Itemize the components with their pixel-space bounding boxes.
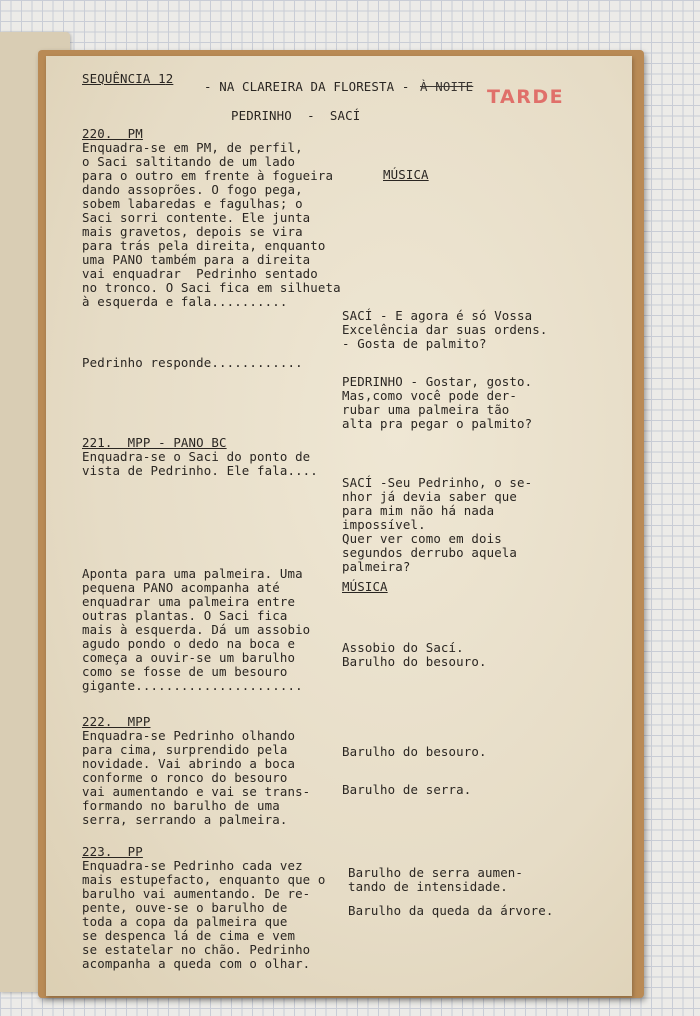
shot-221-sound-beetle: Barulho do besouro.	[342, 654, 487, 669]
dialogue-line: impossível.	[342, 517, 426, 532]
action-line: mais gravetos, depois se vira	[82, 224, 303, 239]
shot-220-sound-label: MÚSICA	[383, 167, 429, 182]
dialogue-line: PEDRINHO - Gostar, gosto.	[342, 374, 533, 389]
action-line: conforme o ronco do besouro	[82, 770, 288, 785]
action-line: agudo pondo o dedo na boca e	[82, 636, 296, 651]
action-line: se despenca lá de cima e vem	[82, 928, 296, 943]
dialogue-line: para mim não há nada	[342, 503, 495, 518]
action-line: vai aumentando e vai se trans-	[82, 784, 311, 799]
action-line: enquadrar uma palmeira entre	[82, 594, 296, 609]
dialogue-line: SACÍ - E agora é só Vossa	[342, 308, 533, 323]
dialogue-line: Mas,como você pode der-	[342, 388, 518, 403]
shot-220-heading: 220. PM	[82, 126, 143, 141]
action-line: Enquadra-se o Saci do ponto de	[82, 449, 311, 464]
dialogue-line: - Gosta de palmito?	[342, 336, 487, 351]
action-line: Saci sorri contente. Ele junta	[82, 210, 311, 225]
action-line: para cima, surprendido pela	[82, 742, 288, 757]
shot-220-action-2: Pedrinho responde............	[82, 355, 303, 370]
action-line: pequena PANO acompanha até	[82, 580, 280, 595]
action-line: para trás pela direita, enquanto	[82, 238, 326, 253]
action-line: vista de Pedrinho. Ele fala....	[82, 463, 318, 478]
action-line: barulho vai aumentando. De re-	[82, 886, 311, 901]
time-annotation-handwritten: TARDE	[487, 86, 565, 108]
action-line: novidade. Vai abrindo a boca	[82, 756, 296, 771]
shot-221-sound-whistle: Assobio do Sací.	[342, 640, 464, 655]
action-line: sobem labaredas e fagulhas; o	[82, 196, 303, 211]
action-line: outras plantas. O Saci fica	[82, 608, 288, 623]
shot-223-sound-saw-increasing: Barulho de serra aumen-	[348, 865, 524, 880]
action-line: vai enquadrar Pedrinho sentado	[82, 266, 318, 281]
shot-223-sound-intensity: tando de intensidade.	[348, 879, 508, 894]
shot-222-heading: 222. MPP	[82, 714, 151, 729]
dialogue-line: palmeira?	[342, 559, 411, 574]
shot-223-sound-tree-fall: Barulho da queda da árvore.	[348, 903, 554, 918]
action-line: pente, ouve-se o barulho de	[82, 900, 288, 915]
characters-line: PEDRINHO - SACÍ	[231, 108, 361, 123]
action-line: para o outro em frente à fogueira	[82, 168, 334, 183]
action-line: gigante......................	[82, 678, 303, 693]
shot-221-heading: 221. MPP - PANO BC	[82, 435, 227, 450]
action-line: no tronco. O Saci fica em silhueta	[82, 280, 341, 295]
dialogue-line: rubar uma palmeira tão	[342, 402, 510, 417]
action-line: acompanha a queda com o olhar.	[82, 956, 311, 971]
dialogue-line: alta pra pegar o palmito?	[342, 416, 533, 431]
action-line: Enquadra-se Pedrinho cada vez	[82, 858, 303, 873]
action-line: se estatelar no chão. Pedrinho	[82, 942, 311, 957]
dialogue-line: nhor já devia saber que	[342, 489, 518, 504]
action-line: dando assoprões. O fogo pega,	[82, 182, 303, 197]
action-line: Enquadra-se em PM, de perfil,	[82, 140, 303, 155]
action-line: uma PANO também para a direita	[82, 252, 311, 267]
time-crossed-out: À NOITE	[420, 79, 474, 94]
dialogue-line: Quer ver como em dois	[342, 531, 502, 546]
location-heading: - NA CLAREIRA DA FLORESTA -	[204, 79, 410, 94]
action-line: o Saci saltitando de um lado	[82, 154, 296, 169]
dialogue-line: segundos derrubo aquela	[342, 545, 518, 560]
action-line: formando no barulho de uma	[82, 798, 280, 813]
shot-222-sound-beetle: Barulho do besouro.	[342, 744, 487, 759]
action-line: mais estupefacto, enquanto que o	[82, 872, 326, 887]
action-line: Aponta para uma palmeira. Uma	[82, 566, 303, 581]
shot-221-sound-label: MÚSICA	[342, 579, 388, 594]
action-line: mais à esquerda. Dá um assobio	[82, 622, 311, 637]
sequence-heading: SEQUÊNCIA 12	[82, 71, 174, 86]
shot-222-sound-saw: Barulho de serra.	[342, 782, 472, 797]
action-line: começa a ouvir-se um barulho	[82, 650, 296, 665]
action-line: como se fosse de um besouro	[82, 664, 288, 679]
action-line: serra, serrando a palmeira.	[82, 812, 288, 827]
action-line: toda a copa da palmeira que	[82, 914, 288, 929]
action-line: à esquerda e fala..........	[82, 294, 288, 309]
dialogue-line: Excelência dar suas ordens.	[342, 322, 548, 337]
action-line: Enquadra-se Pedrinho olhando	[82, 728, 296, 743]
shot-223-heading: 223. PP	[82, 844, 143, 859]
dialogue-line: SACÍ -Seu Pedrinho, o se-	[342, 475, 533, 490]
